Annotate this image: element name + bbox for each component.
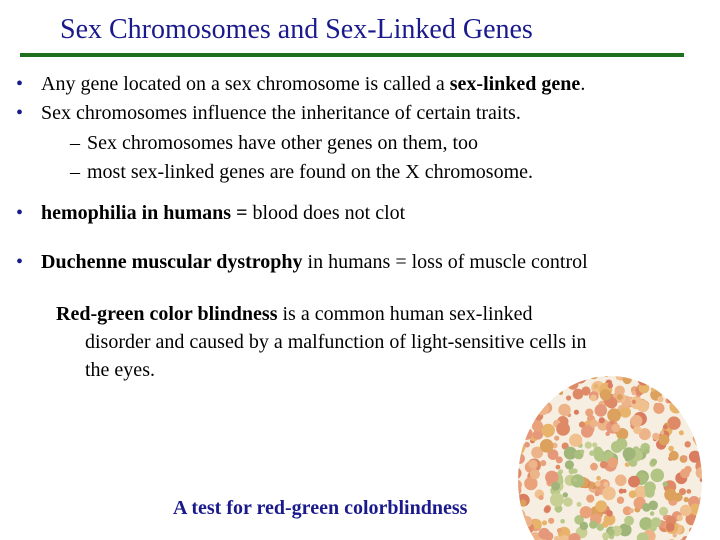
plate-dot — [615, 475, 627, 487]
plate-dot — [519, 412, 524, 417]
plate-dot — [512, 374, 525, 387]
plate-dot — [551, 482, 560, 491]
plate-dot — [565, 460, 574, 469]
plate-dot — [702, 430, 707, 435]
plate-dot — [701, 454, 710, 466]
plate-dot — [595, 404, 608, 417]
plate-dot — [510, 493, 516, 503]
plate-dot — [535, 404, 540, 409]
plate-dot — [702, 455, 711, 469]
plate-dot — [539, 376, 552, 389]
plate-dot — [693, 368, 701, 376]
plate-dot — [569, 434, 582, 447]
plate-dot — [704, 371, 710, 378]
plate-dot — [700, 444, 710, 455]
plate-dot — [574, 410, 579, 415]
plate-dot — [694, 429, 707, 442]
plate-dot — [539, 495, 544, 500]
plate-dot — [512, 480, 522, 490]
plate-dot — [693, 383, 697, 387]
plate-dot — [510, 412, 523, 425]
plate-dot — [622, 489, 626, 493]
bullet-text-part: in humans = loss of muscle control — [302, 251, 588, 273]
plate-dot — [510, 474, 515, 481]
title-divider — [20, 53, 684, 57]
plate-dot — [694, 533, 704, 540]
plate-dot — [666, 523, 675, 532]
plate-dot — [610, 420, 614, 424]
paragraph-line — [56, 300, 696, 328]
plate-dot — [608, 529, 615, 536]
plate-dot — [553, 494, 558, 499]
plate-dot — [563, 497, 572, 506]
plate-dot — [589, 370, 599, 380]
plate-dot — [639, 372, 643, 376]
plate-dot — [544, 506, 550, 512]
plate-dot — [698, 383, 710, 395]
plate-dot — [689, 528, 694, 533]
plate-dot — [530, 416, 535, 421]
bullet-marker: • — [16, 202, 24, 224]
subbullet-marker: – — [70, 132, 80, 154]
plate-dot — [573, 389, 584, 400]
plate-dot — [669, 451, 679, 461]
plate-dot — [522, 392, 528, 398]
plate-dot — [510, 399, 520, 410]
plate-dot — [566, 395, 571, 400]
plate-dot — [698, 528, 703, 533]
plate-dot — [686, 489, 691, 494]
plate-dot — [510, 470, 514, 479]
plate-dot — [558, 404, 570, 416]
plate-dot — [599, 417, 605, 423]
plate-dot — [659, 373, 667, 381]
plate-dot — [650, 459, 657, 466]
plate-dot — [668, 446, 674, 452]
plate-dot — [651, 469, 665, 483]
plate-dot — [608, 457, 618, 467]
plate-dot — [651, 517, 661, 527]
plate-dot — [685, 441, 691, 447]
plate-dot — [644, 481, 656, 493]
plate-dot — [664, 489, 676, 501]
bullet-text-part: . — [580, 73, 586, 95]
plate-dot — [624, 516, 634, 526]
bullet-text — [41, 201, 405, 225]
plate-dot — [522, 403, 527, 408]
plate-dot — [702, 515, 710, 526]
plate-dot — [595, 500, 607, 512]
plate-dot — [576, 373, 583, 380]
plate-dot — [554, 436, 559, 441]
plate-dot — [602, 521, 609, 528]
plate-dot — [530, 408, 537, 415]
plate-dot — [530, 469, 540, 479]
plate-dot — [537, 366, 549, 378]
plate-dot — [677, 515, 683, 521]
bullet-text — [41, 72, 585, 96]
plate-dot — [644, 449, 649, 454]
plate-dot — [510, 407, 518, 416]
bullet-text-part: blood does not clot — [247, 202, 406, 224]
plate-dot — [702, 439, 706, 443]
plate-dot — [600, 389, 611, 400]
plate-dot — [568, 379, 579, 390]
plate-dot — [519, 380, 527, 388]
plate-dot — [589, 521, 597, 529]
bullet-bold-term: sex-linked gene — [449, 73, 581, 95]
plate-dot — [532, 421, 543, 432]
plate-dot — [696, 436, 703, 443]
ishihara-plate-icon — [510, 362, 710, 540]
bullet-text-part: Any gene located on a sex chromosome is called a — [41, 73, 450, 95]
plate-dot — [510, 411, 514, 415]
slide-title: Sex Chromosomes and Sex-Linked Genes — [60, 14, 533, 45]
plate-dot — [560, 376, 572, 388]
plate-dot — [603, 482, 608, 487]
plate-dot — [604, 371, 610, 377]
plate-dot — [633, 426, 641, 434]
plate-dot — [538, 400, 545, 407]
plate-dot — [632, 400, 636, 404]
plate-dot — [611, 441, 623, 453]
bullet-marker: • — [16, 73, 24, 95]
plate-dot — [586, 495, 594, 503]
plate-dot — [639, 368, 648, 377]
plate-dot — [510, 421, 515, 426]
plate-dot — [589, 450, 595, 456]
plate-dot — [512, 406, 524, 418]
plate-dot — [627, 369, 633, 375]
plate-dot — [522, 382, 534, 394]
plate-dot — [524, 400, 529, 405]
plate-dot — [585, 409, 593, 417]
plate-dot — [520, 499, 527, 506]
plate-dot — [536, 375, 545, 384]
plate-dot — [648, 373, 653, 378]
plate-dot — [542, 520, 547, 525]
plate-dot — [608, 383, 613, 388]
plate-dot — [512, 530, 526, 540]
plate-dot — [559, 391, 564, 396]
plate-dot — [596, 476, 601, 481]
plate-dot — [560, 519, 565, 524]
plate-dot — [605, 431, 610, 436]
plate-dot — [523, 411, 535, 423]
plate-dot — [682, 377, 693, 388]
plate-dot — [629, 508, 634, 513]
plate-dot — [510, 438, 518, 449]
plate-dot — [545, 382, 557, 394]
plate-dot — [702, 477, 710, 485]
plate-dot — [680, 505, 692, 517]
plate-dot — [580, 506, 592, 518]
plate-dot — [669, 400, 682, 413]
plate-dot — [590, 463, 598, 471]
plate-dot — [678, 376, 682, 380]
plate-dot — [657, 396, 663, 402]
plate-dot — [512, 509, 526, 523]
plate-dot — [702, 504, 710, 514]
plate-dot — [623, 447, 636, 460]
subbullet-text: Sex chromosomes have other genes on them, too — [87, 132, 479, 154]
plate-dot — [536, 404, 543, 411]
paragraph-line: the eyes. — [85, 359, 155, 381]
plate-dot — [510, 374, 517, 382]
plate-dot — [521, 428, 533, 440]
plate-dot — [519, 521, 524, 526]
plate-dot — [517, 421, 526, 430]
plate-dot — [697, 533, 710, 540]
plate-dot — [607, 408, 621, 422]
plate-dot — [606, 510, 613, 517]
plate-dot — [696, 467, 708, 479]
plate-dot — [664, 373, 673, 382]
plate-dot — [685, 375, 692, 382]
plate-dot — [563, 492, 568, 497]
plate-dot — [699, 400, 709, 410]
paragraph-line: disorder and caused by a malfunction of light-sensitive cells in — [85, 331, 587, 353]
plate-dot — [663, 425, 668, 430]
paragraph-bold-term: Red-green color blindness — [56, 303, 278, 325]
plate-dot — [524, 442, 530, 448]
plate-dot — [641, 370, 647, 376]
plate-dot — [542, 424, 555, 437]
bullet-marker: • — [16, 251, 24, 273]
plate-dot — [510, 535, 515, 540]
plate-dot — [684, 497, 689, 502]
plate-dot — [690, 374, 697, 381]
plate-dot — [703, 372, 710, 384]
plate-dot — [517, 442, 524, 449]
plate-dot — [580, 450, 585, 455]
plate-dot — [652, 433, 659, 440]
plate-dot — [631, 415, 643, 427]
plate-dot — [659, 434, 670, 445]
plate-dot — [642, 503, 651, 512]
plate-dot — [544, 370, 548, 374]
plate-dot — [617, 497, 624, 504]
plate-dot — [520, 528, 531, 539]
plate-dot — [703, 371, 708, 376]
plate-dot — [693, 435, 701, 443]
plate-dot — [556, 465, 561, 470]
plate-caption: A test for red-green colorblindness — [173, 497, 468, 519]
plate-dot — [557, 528, 562, 533]
plate-dot — [590, 395, 597, 402]
plate-dot — [510, 432, 519, 442]
plate-dot — [529, 460, 538, 469]
plate-dot — [696, 369, 703, 376]
plate-dot — [698, 390, 707, 399]
bullet-marker: • — [16, 102, 24, 124]
plate-dot — [701, 435, 711, 448]
plate-dot — [637, 400, 649, 412]
plate-dot — [514, 453, 525, 464]
bullet-bold-term: Duchenne muscular dystrophy — [41, 251, 303, 273]
plate-dot — [540, 460, 546, 466]
plate-dot — [623, 375, 632, 384]
plate-dot — [699, 497, 708, 506]
plate-dot — [663, 369, 675, 381]
bullet-bold-term: hemophilia in humans = — [41, 202, 248, 224]
plate-dot — [580, 522, 588, 530]
plate-dot — [595, 481, 601, 487]
plate-dot — [590, 419, 598, 427]
plate-dot — [660, 431, 664, 435]
plate-dot — [702, 407, 707, 412]
plate-dot — [572, 468, 577, 473]
plate-dot — [595, 491, 600, 496]
paragraph-text-part: is a common human sex-linked — [277, 303, 533, 325]
plate-dot — [701, 503, 710, 512]
plate-dot — [510, 439, 520, 449]
bullet-text — [41, 250, 588, 274]
plate-dot — [511, 441, 516, 446]
plate-dot — [617, 394, 623, 400]
plate-dot — [540, 439, 554, 453]
plate-dot — [682, 455, 687, 460]
bullet-text: Sex chromosomes influence the inheritance of certain traits. — [41, 102, 521, 124]
plate-dot — [602, 487, 616, 501]
plate-dot — [684, 397, 689, 402]
plate-dot — [679, 430, 684, 435]
plate-dot — [510, 459, 516, 468]
plate-dot — [694, 436, 705, 447]
plate-dot — [521, 416, 527, 422]
plate-dot — [510, 525, 518, 538]
plate-dot — [680, 469, 690, 479]
plate-dot — [690, 377, 700, 387]
plate-dot — [517, 370, 522, 375]
plate-dot — [659, 507, 668, 516]
plate-dot — [510, 433, 516, 444]
plate-dot — [577, 502, 582, 507]
plate-dot — [594, 450, 606, 462]
plate-dot — [697, 436, 705, 444]
plate-dot — [663, 481, 668, 486]
plate-dot — [536, 369, 548, 381]
plate-dot — [521, 516, 533, 528]
plate-dot — [651, 387, 656, 392]
plate-dot — [541, 378, 546, 383]
plate-dot — [536, 403, 549, 416]
plate-dot — [667, 416, 680, 429]
subbullet-text: most sex-linked genes are found on the X chromosome. — [87, 161, 534, 183]
plate-dot — [548, 518, 554, 524]
plate-dot — [629, 490, 637, 498]
plate-dot — [673, 533, 677, 537]
plate-dot — [573, 478, 578, 483]
plate-dot — [701, 522, 710, 535]
plate-dot — [581, 426, 593, 438]
plate-dot — [573, 370, 587, 384]
plate-dot — [531, 369, 542, 380]
plate-dot — [556, 422, 570, 436]
plate-dot — [638, 374, 649, 385]
plate-dot — [585, 442, 592, 449]
plate-dot — [653, 403, 664, 414]
plate-dot — [699, 516, 705, 522]
plate-dot — [620, 407, 631, 418]
plate-dot — [650, 511, 655, 516]
subbullet-marker: – — [70, 161, 80, 183]
plate-dot — [556, 456, 563, 463]
plate-dot — [706, 414, 710, 422]
plate-dot — [594, 384, 599, 389]
plate-dot — [616, 374, 622, 380]
plate-dot — [612, 424, 621, 433]
plate-dot — [704, 467, 708, 471]
plate-dot — [628, 476, 640, 488]
plate-dot — [685, 407, 698, 420]
plate-dot — [510, 487, 517, 499]
plate-dot — [574, 376, 579, 381]
plate-dot — [592, 442, 597, 447]
